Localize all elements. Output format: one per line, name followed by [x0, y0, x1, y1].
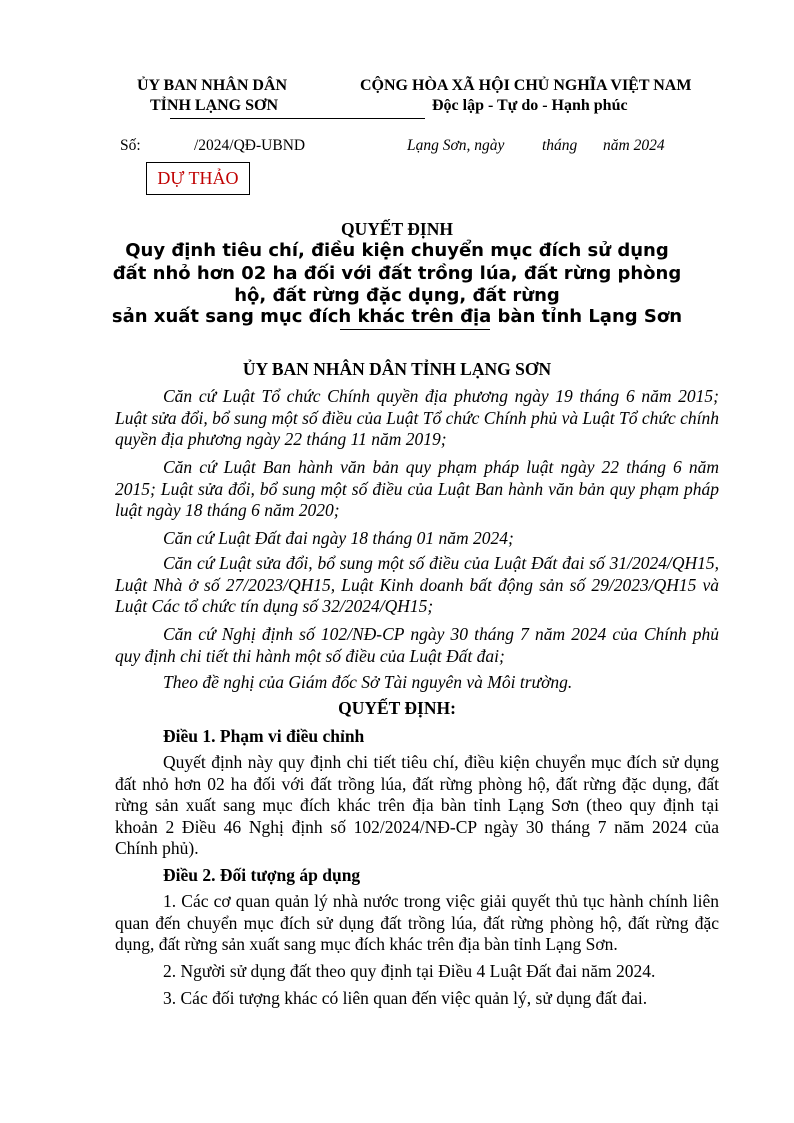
- date-year: năm 2024: [603, 137, 665, 154]
- article-1-paragraph: Quyết định này quy định chi tiết tiêu chí, điều kiện chuyển mục đích sử dụng đất nhỏ hơn 02 ha đối với đất trồng lúa, đất rừng phòng hộ, đất rừng đặc dụng, đất rừng sản xuất sang mục đích khác trên địa bàn tỉnh Lạng Sơn (theo quy định tại khoản 2 Điều 46 Nghị định số 102/2024/NĐ-CP ngày 30 tháng 7 năm 2024 của Chính phủ).: [115, 752, 719, 858]
- doc-number-label: Số:: [120, 137, 141, 154]
- title-line-2: đất nhỏ hơn 02 ha đối với đất trồng lúa, đất rừng phòng: [112, 263, 682, 284]
- legal-basis-1: Căn cứ Luật Tổ chức Chính quyền địa phương ngày 19 tháng 6 năm 2015; Luật sửa đổi, bổ sung một số điều của Luật Tổ chức Chính phủ và Luật Tổ chức chính quyền địa phương ngày 22 tháng 11 năm 2019;: [115, 386, 719, 449]
- motto-underline: [255, 118, 425, 119]
- national-title: CỘNG HÒA XÃ HỘI CHỦ NGHĨA VIỆT NAM: [360, 77, 692, 94]
- title-line-1: Quy định tiêu chí, điều kiện chuyển mục đích sử dụng: [125, 240, 669, 261]
- title-underline: [340, 329, 490, 330]
- document-type: QUYẾT ĐỊNH: [341, 219, 453, 239]
- legal-basis-5: Căn cứ Nghị định số 102/NĐ-CP ngày 30 tháng 7 năm 2024 của Chính phủ quy định chi tiết thi hành một số điều của Luật Đất đai;: [115, 624, 719, 666]
- article-2-clause-1: 1. Các cơ quan quản lý nhà nước trong việc giải quyết thủ tục hành chính liên quan đến chuyển mục đích sử dụng đất trồng lúa, đất rừng phòng hộ, đất rừng đặc dụng, đất rừng sản xuất sang mục đích khác trên địa bàn tỉnh Lạng Sơn.: [115, 891, 719, 954]
- draft-stamp: DỰ THẢO: [146, 162, 250, 195]
- article-2-clause-2: 2. Người sử dụng đất theo quy định tại Điều 4 Luật Đất đai năm 2024.: [163, 961, 656, 981]
- national-motto: Độc lập - Tự do - Hạnh phúc: [432, 97, 628, 114]
- title-line-4: sản xuất sang mục đích khác trên địa bàn tỉnh Lạng Sơn: [111, 306, 683, 327]
- date-place: Lạng Sơn, ngày: [407, 137, 505, 154]
- agency-underline: [170, 118, 255, 119]
- legal-basis-2: Căn cứ Luật Ban hành văn bản quy phạm pháp luật ngày 22 tháng 6 năm 2015; Luật sửa đổi, bổ sung một số điều của Luật Ban hành văn bản quy phạm pháp luật ngày 18 tháng 6 năm 2020;: [115, 457, 719, 520]
- legal-basis-3: Căn cứ Luật Đất đai ngày 18 tháng 01 năm 2024;: [163, 528, 514, 548]
- legal-basis-4: Căn cứ Luật sửa đổi, bổ sung một số điều của Luật Đất đai số 31/2024/QH15, Luật Nhà ở số 27/2023/QH15, Luật Kinh doanh bất động sản số 29/2023/QH15 và Luật Các tổ chức tín dụng số 32/2024/QH15;: [115, 553, 719, 616]
- article-1-heading: Điều 1. Phạm vi điều chỉnh: [163, 726, 365, 746]
- doc-number-value: /2024/QĐ-UBND: [194, 137, 306, 154]
- article-2-heading: Điều 2. Đối tượng áp dụng: [163, 865, 361, 885]
- title-line-3: hộ, đất rừng đặc dụng, đất rừng: [234, 285, 560, 306]
- article-2-clause-3: 3. Các đối tượng khác có liên quan đến việc quản lý, sử dụng đất đai.: [163, 988, 648, 1008]
- issuing-authority: ỦY BAN NHÂN DÂN TỈNH LẠNG SƠN: [242, 359, 552, 379]
- issuer-agency-line1: ỦY BAN NHÂN DÂN: [137, 77, 288, 94]
- legal-basis-6: Theo đề nghị của Giám đốc Sở Tài nguyên và Môi trường.: [163, 672, 573, 692]
- decision-heading: QUYẾT ĐỊNH:: [338, 698, 456, 718]
- issuer-agency-line2: TỈNH LẠNG SƠN: [150, 97, 279, 114]
- date-month: tháng: [542, 137, 578, 154]
